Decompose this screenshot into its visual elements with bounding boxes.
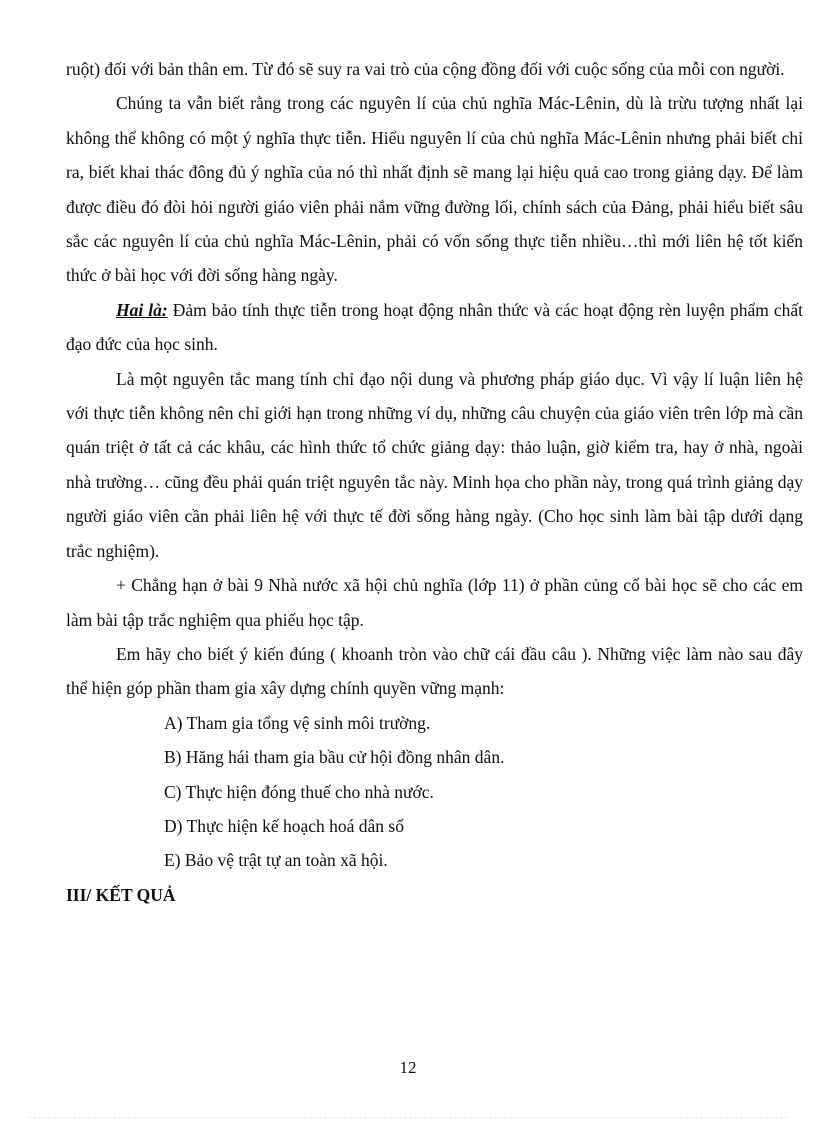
option-e: E) Bảo vệ trật tự an toàn xã hội.	[164, 850, 388, 871]
paragraph-1: ruột) đối với bản thân em. Từ đó sẽ suy ra vai trò của cộng đồng đối với cuộc sống của mỗi con người.	[66, 59, 785, 79]
paragraph-2: Chúng ta vẫn biết rằng trong các nguyên lí của chủ nghĩa Mác-Lênin, dù là trừu tượng nhất lại không thể không có một ý nghĩa thực tiễn. Hiểu nguyên lí của chủ nghĩa Mác-Lênin nhưng phải biết chỉ ra, biết khai thác đông đủ ý nghĩa của nó thì nhất định sẽ mang lại hiệu quả cao trong giảng dạy. Để làm được điều đó đòi hỏi người giáo viên phải nắm vững đường lối, chính sách của Đảng, phải hiểu biết sâu sắc các nguyên lí của chủ nghĩa Mác-Lênin, phải có vốn sống thực tiễn nhiều…thì mới liên hệ tốt kiến thức ở bài học với đời sống hàng ngày.	[66, 93, 803, 286]
page-bottom-divider	[28, 1117, 788, 1118]
paragraph-3	[66, 293, 803, 362]
option-a: A) Tham gia tổng vệ sinh môi trường.	[164, 712, 431, 733]
option-c: C) Thực hiện đóng thuế cho nhà nước.	[164, 781, 434, 802]
paragraph-3-label: Hai là:	[116, 299, 168, 320]
option-b: B) Hăng hái tham gia bầu cử hội đồng nhân dân.	[164, 747, 505, 768]
paragraph-6: Em hãy cho biết ý kiến đúng ( khoanh tròn vào chữ cái đầu câu ). Những việc làm nào sau đây thể hiện góp phần tham gia xây dựng chính quyền vững mạnh:	[66, 643, 803, 699]
answer-options	[66, 706, 803, 878]
body-text	[66, 52, 803, 912]
paragraph-5: + Chẳng hạn ở bài 9 Nhà nước xã hội chủ nghĩa (lớp 11) ở phần củng cố bài học sẽ cho các em làm bài tập trắc nghiệm qua phiếu học tập.	[66, 575, 803, 630]
section-heading: III/ KẾT QUẢ	[66, 884, 176, 905]
page-number: 12	[399, 1058, 417, 1077]
option-d: D) Thực hiện kế hoạch hoá dân số	[164, 815, 404, 836]
paragraph-4: Là một nguyên tắc mang tính chỉ đạo nội dung và phương pháp giáo dục. Vì vậy lí luận liên hệ với thực tiễn không nên chỉ giới hạn trong những ví dụ, những câu chuyện của giáo viên trên lớp mà cần quán triệt ở tất cả các khâu, các hình thức tổ chức giảng dạy: thảo luận, giờ kiểm tra, hay ở nhà, ngoài nhà trường… cũng đều phải quán triệt nguyên tắc này. Minh họa cho phần này, trong quá trình giảng dạy người giáo viên cần phải liên hệ với thực tế đời sống hàng ngày. (Cho học sinh làm bài tập dưới dạng trắc nghiệm).	[66, 368, 803, 561]
paragraph-3-text: Đảm bảo tính thực tiễn trong hoạt động nhân thức và các hoạt động rèn luyện phẩm chất đạo đức của học sinh.	[66, 299, 804, 355]
